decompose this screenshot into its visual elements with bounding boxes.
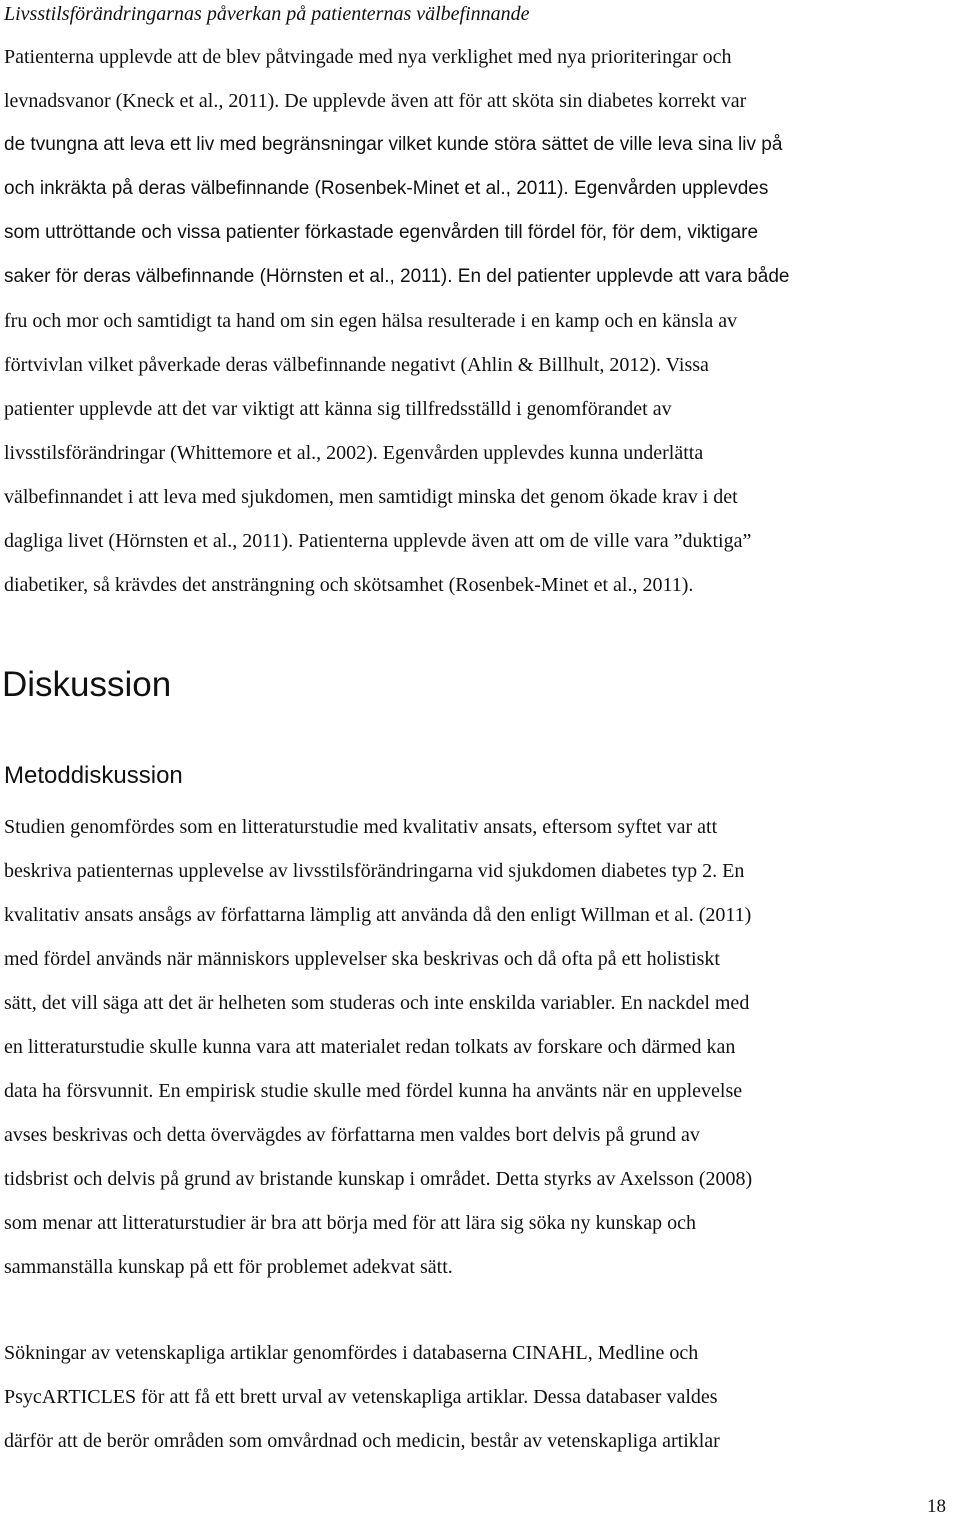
paragraph-line: patienter upplevde att det var viktigt att känna sig tillfredsställd i genomförandet av [4,398,672,420]
paragraph-line: välbefinnandet i att leva med sjukdomen, men samtidigt minska det genom ökade krav i det [4,486,738,508]
paragraph-line: sammanställa kunskap på ett för problemet adekvat sätt. [4,1256,453,1278]
paragraph-line: en litteraturstudie skulle kunna vara att materialet redan tolkats av forskare och därmed kan [4,1036,736,1058]
paragraph-line: Studien genomfördes som en litteraturstudie med kvalitativ ansats, eftersom syftet var att [4,816,718,838]
paragraph-line: Patienterna upplevde att de blev påtvingade med nya verklighet med nya prioriteringar och [4,46,732,68]
paragraph-line: därför att de berör områden som omvårdnad och medicin, består av vetenskapliga artiklar [4,1430,720,1452]
paragraph-line: fru och mor och samtidigt ta hand om sin egen hälsa resulterade i en kamp och en känsla av [4,310,738,332]
paragraph-line: levnadsvanor (Kneck et al., 2011). De upplevde även att för att sköta sin diabetes korrekt var [4,90,747,112]
paragraph-line: kvalitativ ansats ansågs av författarna lämplig att använda då den enligt Willman et al. (2011) [4,904,752,926]
paragraph-line: beskriva patienternas upplevelse av livsstilsförändringarna vid sjukdomen diabetes typ 2. En [4,860,745,882]
paragraph-line: de tvungna att leva ett liv med begränsningar vilket kunde störa sättet de ville leva sina liv på [4,134,783,155]
paragraph-line: livsstilsförändringar (Whittemore et al., 2002). Egenvården upplevdes kunna underlätta [4,442,704,464]
paragraph-line: som menar att litteraturstudier är bra att börja med för att lära sig söka ny kunskap och [4,1212,697,1234]
paragraph-line: med fördel används när människors upplevelser ska beskrivas och då ofta på ett holistiskt [4,948,720,970]
paragraph-line: och inkräkta på deras välbefinnande (Rosenbek-Minet et al., 2011). Egenvården upplevdes [4,178,769,199]
discussion-heading: Diskussion [2,665,172,704]
paragraph-line: förtvivlan vilket påverkade deras välbefinnande negativt (Ahlin & Billhult, 2012). Vissa [4,354,709,376]
paragraph-line: tidsbrist och delvis på grund av bristande kunskap i området. Detta styrks av Axelsson (2008) [4,1168,753,1190]
paragraph-line: saker för deras välbefinnande (Hörnsten et al., 2011). En del patienter upplevde att vara både [4,266,790,287]
paragraph-line: diabetiker, så krävdes det ansträngning och skötsamhet (Rosenbek-Minet et al., 2011). [4,574,694,596]
paragraph-line: data ha försvunnit. En empirisk studie skulle med fördel kunna ha använts när en upplevelse [4,1080,743,1102]
paragraph-line: dagliga livet (Hörnsten et al., 2011). Patienterna upplevde även att om de ville vara ”duktiga” [4,530,752,552]
section-title: Livsstilsförändringarnas påverkan på patienternas välbefinnande [4,3,530,25]
paragraph-line: sätt, det vill säga att det är helheten som studeras och inte enskilda variabler. En nackdel med [4,992,750,1014]
page-number: 18 [927,1496,946,1517]
paragraph-line: Sökningar av vetenskapliga artiklar genomfördes i databaserna CINAHL, Medline och [4,1342,699,1364]
method-discussion-subheading: Metoddiskussion [4,762,183,789]
paragraph-line: avses beskrivas och detta övervägdes av författarna men valdes bort delvis på grund av [4,1124,700,1146]
paragraph-line: PsycARTICLES för att få ett brett urval av vetenskapliga artiklar. Dessa databaser valdes [4,1386,718,1408]
paragraph-line: som uttröttande och vissa patienter förkastade egenvården till fördel för, för dem, viktigare [4,222,759,243]
